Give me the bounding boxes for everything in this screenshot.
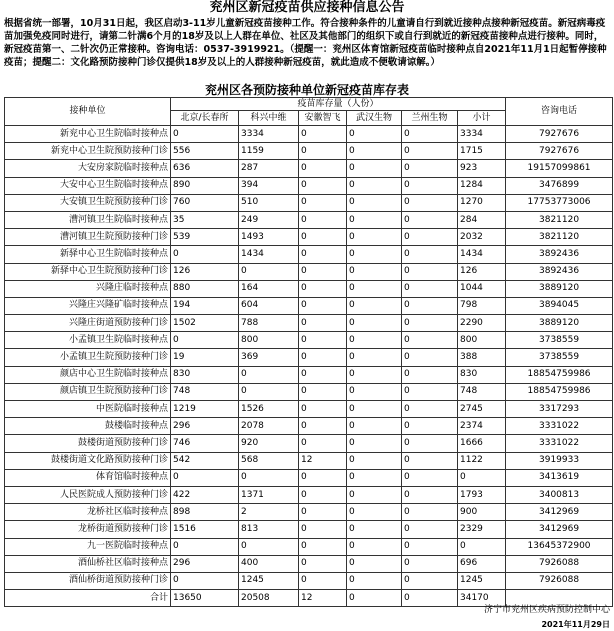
table-row [5, 435, 613, 452]
stock-value-cell: 542 [171, 452, 239, 469]
table-row [5, 401, 613, 418]
unit-name-cell: 九一医院临时接种点 [5, 538, 171, 555]
stock-value-cell: 0 [402, 143, 458, 160]
phone-cell: 19157099861 [506, 160, 613, 177]
stock-value-cell: 0 [347, 246, 402, 263]
stock-value-cell: 0 [299, 572, 347, 589]
stock-value-cell: 12 [299, 590, 347, 607]
table-header-row [5, 98, 613, 111]
unit-name-cell: 新兖中心卫生院临时接种点 [5, 126, 171, 143]
table-row [5, 418, 613, 435]
header-vaccine-col: 小计 [458, 111, 506, 126]
stock-value-cell: 164 [239, 280, 299, 297]
stock-value-cell: 2374 [458, 418, 506, 435]
stock-value-cell: 1493 [239, 229, 299, 246]
stock-value-cell: 0 [239, 469, 299, 486]
stock-value-cell: 0 [299, 418, 347, 435]
stock-value-cell: 126 [171, 263, 239, 280]
stock-value-cell: 0 [402, 280, 458, 297]
stock-value-cell: 568 [239, 452, 299, 469]
unit-name-cell: 兴隆庄临时接种点 [5, 280, 171, 297]
stock-value-cell: 388 [458, 349, 506, 366]
stock-value-cell: 1284 [458, 177, 506, 194]
stock-value-cell: 2078 [239, 418, 299, 435]
stock-value-cell: 556 [171, 143, 239, 160]
stock-value-cell: 0 [299, 366, 347, 383]
stock-value-cell: 0 [299, 504, 347, 521]
stock-value-cell: 0 [402, 246, 458, 263]
stock-value-cell: 0 [299, 435, 347, 452]
stock-value-cell: 20508 [239, 590, 299, 607]
header-vaccine-col: 兰州生物 [402, 111, 458, 126]
stock-value-cell: 0 [402, 486, 458, 503]
phone-cell: 18854759986 [506, 366, 613, 383]
header-vaccine-col: 武汉生物 [347, 111, 402, 126]
table-row [5, 297, 613, 314]
stock-value-cell: 0 [347, 504, 402, 521]
stock-value-cell: 0 [299, 315, 347, 332]
stock-value-cell: 0 [299, 521, 347, 538]
stock-value-cell: 12 [299, 452, 347, 469]
stock-value-cell: 760 [171, 194, 239, 211]
phone-cell: 3412969 [506, 504, 613, 521]
stock-value-cell: 0 [347, 590, 402, 607]
phone-cell: 3821120 [506, 211, 613, 228]
phone-cell: 7926088 [506, 555, 613, 572]
stock-value-cell: 0 [347, 194, 402, 211]
stock-value-cell: 34170 [458, 590, 506, 607]
stock-value-cell: 900 [458, 504, 506, 521]
stock-value-cell: 0 [347, 280, 402, 297]
unit-name-cell: 漕河镇卫生院临时接种点 [5, 211, 171, 228]
phone-cell: 7927676 [506, 143, 613, 160]
phone-cell: 3892436 [506, 246, 613, 263]
stock-value-cell: 748 [458, 383, 506, 400]
stock-value-cell: 0 [299, 246, 347, 263]
stock-value-cell: 2032 [458, 229, 506, 246]
stock-value-cell: 0 [347, 435, 402, 452]
stock-value-cell: 788 [239, 315, 299, 332]
stock-value-cell: 287 [239, 160, 299, 177]
stock-value-cell: 1219 [171, 401, 239, 418]
table-row [5, 315, 613, 332]
stock-value-cell: 1371 [239, 486, 299, 503]
stock-value-cell: 422 [171, 486, 239, 503]
stock-value-cell: 1245 [458, 572, 506, 589]
stock-value-cell: 0 [402, 160, 458, 177]
stock-value-cell: 0 [299, 211, 347, 228]
stock-value-cell: 0 [402, 349, 458, 366]
stock-value-cell: 296 [171, 418, 239, 435]
unit-name-cell: 酒仙桥街道预防接种门诊 [5, 572, 171, 589]
stock-value-cell: 0 [347, 349, 402, 366]
stock-value-cell: 830 [171, 366, 239, 383]
stock-value-cell: 35 [171, 211, 239, 228]
stock-value-cell: 19 [171, 349, 239, 366]
stock-value-cell: 0 [347, 469, 402, 486]
phone-cell: 3821120 [506, 229, 613, 246]
stock-value-cell: 0 [347, 486, 402, 503]
phone-cell: 3331022 [506, 418, 613, 435]
unit-name-cell: 鼓楼街道文化路预防接种门诊 [5, 452, 171, 469]
stock-value-cell: 0 [347, 521, 402, 538]
unit-name-cell: 龙桥街道预防接种门诊 [5, 521, 171, 538]
stock-value-cell: 1122 [458, 452, 506, 469]
table-row [5, 452, 613, 469]
stock-value-cell: 0 [402, 211, 458, 228]
header-stock-group: 疫苗库存量（人份） [171, 98, 506, 111]
table-row [5, 280, 613, 297]
stock-value-cell: 1044 [458, 280, 506, 297]
stock-value-cell: 0 [347, 555, 402, 572]
stock-value-cell: 0 [171, 538, 239, 555]
stock-value-cell: 400 [239, 555, 299, 572]
stock-value-cell: 0 [299, 555, 347, 572]
unit-name-cell: 漕河镇卫生院预防接种门诊 [5, 229, 171, 246]
stock-value-cell: 748 [171, 383, 239, 400]
phone-cell: 3738559 [506, 349, 613, 366]
phone-cell: 18854759986 [506, 383, 613, 400]
unit-name-cell: 大安镇卫生院预防接种门诊 [5, 194, 171, 211]
table-row [5, 229, 613, 246]
unit-name-cell: 合计 [5, 590, 171, 607]
stock-value-cell: 1516 [171, 521, 239, 538]
stock-value-cell: 0 [402, 538, 458, 555]
stock-value-cell: 0 [347, 572, 402, 589]
stock-value-cell: 800 [458, 332, 506, 349]
header-vaccine-col: 安徽智飞 [299, 111, 347, 126]
stock-value-cell: 0 [347, 315, 402, 332]
stock-value-cell: 0 [402, 572, 458, 589]
stock-value-cell: 1245 [239, 572, 299, 589]
stock-value-cell: 0 [171, 572, 239, 589]
unit-name-cell: 大安房家院临时接种点 [5, 160, 171, 177]
stock-value-cell: 0 [347, 211, 402, 228]
phone-cell: 3331022 [506, 435, 613, 452]
stock-value-cell: 0 [347, 401, 402, 418]
stock-value-cell: 0 [299, 263, 347, 280]
unit-name-cell: 酒仙桥社区临时接种点 [5, 555, 171, 572]
stock-value-cell: 194 [171, 297, 239, 314]
table-row [5, 469, 613, 486]
stock-value-cell: 0 [402, 401, 458, 418]
unit-name-cell: 小孟镇卫生院预防接种门诊 [5, 349, 171, 366]
stock-value-cell: 0 [347, 263, 402, 280]
phone-cell: 17753773006 [506, 194, 613, 211]
stock-value-cell: 0 [402, 297, 458, 314]
table-row [5, 366, 613, 383]
stock-value-cell: 1434 [239, 246, 299, 263]
stock-value-cell: 0 [299, 280, 347, 297]
stock-value-cell: 0 [347, 383, 402, 400]
phone-cell: 3892436 [506, 263, 613, 280]
stock-value-cell: 1526 [239, 401, 299, 418]
stock-value-cell: 0 [239, 538, 299, 555]
stock-value-cell: 0 [347, 418, 402, 435]
table-row [5, 349, 613, 366]
table-row [5, 211, 613, 228]
stock-value-cell: 3334 [458, 126, 506, 143]
stock-value-cell: 0 [299, 126, 347, 143]
table-row [5, 177, 613, 194]
phone-cell: 3476899 [506, 177, 613, 194]
vaccine-stock-table [4, 97, 613, 607]
unit-name-cell: 鼓楼街道预防接种门诊 [5, 435, 171, 452]
stock-value-cell: 1434 [458, 246, 506, 263]
stock-value-cell: 0 [347, 160, 402, 177]
stock-value-cell: 0 [171, 246, 239, 263]
stock-value-cell: 296 [171, 555, 239, 572]
stock-value-cell: 0 [299, 332, 347, 349]
stock-value-cell: 0 [402, 555, 458, 572]
unit-name-cell: 兴隆庄街道预防接种门诊 [5, 315, 171, 332]
unit-name-cell: 龙桥社区临时接种点 [5, 504, 171, 521]
stock-value-cell: 0 [402, 263, 458, 280]
stock-value-cell: 830 [458, 366, 506, 383]
unit-name-cell: 新驿中心卫生院临时接种点 [5, 246, 171, 263]
stock-value-cell: 0 [458, 538, 506, 555]
stock-value-cell: 0 [299, 349, 347, 366]
stock-value-cell: 0 [402, 126, 458, 143]
table-row [5, 160, 613, 177]
header-unit: 接种单位 [5, 98, 171, 126]
unit-name-cell: 颜店中心卫生院临时接种点 [5, 366, 171, 383]
phone-cell: 3889120 [506, 315, 613, 332]
table-row [5, 572, 613, 589]
unit-name-cell: 体育馆临时接种点 [5, 469, 171, 486]
stock-value-cell: 1666 [458, 435, 506, 452]
unit-name-cell: 新兖中心卫生院预防接种门诊 [5, 143, 171, 160]
phone-cell: 3919933 [506, 452, 613, 469]
stock-value-cell: 126 [458, 263, 506, 280]
stock-value-cell: 0 [299, 383, 347, 400]
header-phone: 咨询电话 [506, 98, 613, 126]
stock-value-cell: 0 [402, 590, 458, 607]
stock-value-cell: 284 [458, 211, 506, 228]
unit-name-cell: 中医院临时接种点 [5, 401, 171, 418]
stock-value-cell: 0 [299, 401, 347, 418]
table-row [5, 246, 613, 263]
stock-value-cell: 0 [299, 538, 347, 555]
stock-value-cell: 696 [458, 555, 506, 572]
stock-value-cell: 0 [347, 332, 402, 349]
stock-value-cell: 604 [239, 297, 299, 314]
stock-value-cell: 0 [299, 297, 347, 314]
stock-value-cell: 0 [458, 469, 506, 486]
stock-value-cell: 0 [299, 160, 347, 177]
stock-value-cell: 0 [171, 126, 239, 143]
stock-value-cell: 880 [171, 280, 239, 297]
stock-value-cell: 1715 [458, 143, 506, 160]
table-row [5, 194, 613, 211]
header-vaccine-col: 北京/长春所 [171, 111, 239, 126]
stock-value-cell: 746 [171, 435, 239, 452]
stock-value-cell: 0 [299, 469, 347, 486]
stock-value-cell: 0 [402, 418, 458, 435]
unit-name-cell: 小孟镇卫生院临时接种点 [5, 332, 171, 349]
stock-value-cell: 923 [458, 160, 506, 177]
table-row [5, 486, 613, 503]
table-row [5, 143, 613, 160]
stock-value-cell: 0 [299, 177, 347, 194]
stock-value-cell: 0 [402, 469, 458, 486]
stock-value-cell: 13650 [171, 590, 239, 607]
table-row [5, 263, 613, 280]
stock-value-cell: 890 [171, 177, 239, 194]
phone-cell: 3889120 [506, 280, 613, 297]
stock-value-cell: 898 [171, 504, 239, 521]
table-row [5, 383, 613, 400]
stock-value-cell: 2290 [458, 315, 506, 332]
phone-cell: 7927676 [506, 126, 613, 143]
stock-value-cell: 1793 [458, 486, 506, 503]
stock-value-cell: 394 [239, 177, 299, 194]
stock-value-cell: 0 [347, 452, 402, 469]
stock-value-cell: 0 [402, 315, 458, 332]
stock-value-cell: 0 [402, 177, 458, 194]
stock-value-cell: 636 [171, 160, 239, 177]
footer-org: 济宁市兖州区疾病预防控制中心 [483, 605, 610, 615]
table-row [5, 126, 613, 143]
stock-value-cell: 0 [299, 143, 347, 160]
stock-value-cell: 539 [171, 229, 239, 246]
stock-value-cell: 798 [458, 297, 506, 314]
stock-value-cell: 0 [239, 366, 299, 383]
phone-cell: 3894045 [506, 297, 613, 314]
stock-value-cell: 1502 [171, 315, 239, 332]
stock-value-cell: 0 [347, 229, 402, 246]
stock-value-cell: 2 [239, 504, 299, 521]
stock-value-cell: 0 [402, 435, 458, 452]
stock-value-cell: 0 [402, 521, 458, 538]
stock-value-cell: 0 [347, 366, 402, 383]
stock-value-cell: 0 [299, 229, 347, 246]
stock-value-cell: 3334 [239, 126, 299, 143]
unit-name-cell: 颜店镇卫生院预防接种门诊 [5, 383, 171, 400]
header-vaccine-col: 科兴中维 [239, 111, 299, 126]
phone-cell: 3413619 [506, 469, 613, 486]
stock-value-cell: 0 [402, 366, 458, 383]
stock-value-cell: 0 [402, 332, 458, 349]
phone-cell: 7926088 [506, 572, 613, 589]
stock-value-cell: 0 [402, 504, 458, 521]
stock-value-cell: 249 [239, 211, 299, 228]
notice-paragraph: 根据省统一部署，10月31日起，我区启动3-11岁儿童新冠疫苗接种工作。符合接种条件的儿童请自行到就近接种点接种新冠疫苗。新冠病毒疫苗加强免疫同时进行，请第二针满6个月的18岁及以上人群在单位、社区及其他部门的组织下或自行到就近的新冠疫苗接种点进行接种。同时，新冠疫苗第一、二针次仍正常接种。咨询电话：0537-3919921。（提醒一：兖州区体育馆新冠疫苗临时接种点自2021年11月1日起暂停接种疫苗；提醒二：文化路预防接种门诊仅提供18岁及以上的人群接种新冠疫苗，就此造成不便敬请谅解。） [4, 18, 607, 68]
table-row [5, 521, 613, 538]
stock-value-cell: 0 [239, 263, 299, 280]
stock-value-cell: 0 [299, 486, 347, 503]
unit-name-cell: 新驿中心卫生院预防接种门诊 [5, 263, 171, 280]
stock-value-cell: 0 [402, 194, 458, 211]
stock-value-cell: 0 [402, 383, 458, 400]
table-row [5, 538, 613, 555]
table-title: 兖州区各预防接种单位新冠疫苗库存表 [204, 83, 409, 97]
table-row [5, 555, 613, 572]
stock-value-cell: 0 [347, 297, 402, 314]
unit-name-cell: 兴隆庄兴隆矿临时接种点 [5, 297, 171, 314]
stock-value-cell: 920 [239, 435, 299, 452]
stock-value-cell: 0 [239, 383, 299, 400]
unit-name-cell: 人民医院成人预防接种门诊 [5, 486, 171, 503]
stock-value-cell: 0 [402, 229, 458, 246]
phone-cell: 3400813 [506, 486, 613, 503]
stock-value-cell: 510 [239, 194, 299, 211]
footer-date: 2021年11月29日 [541, 620, 610, 629]
stock-value-cell: 1270 [458, 194, 506, 211]
table-row [5, 332, 613, 349]
table-row [5, 504, 613, 521]
phone-cell: 13645372900 [506, 538, 613, 555]
stock-value-cell: 813 [239, 521, 299, 538]
stock-value-cell: 0 [402, 452, 458, 469]
page-title: 兖州区新冠疫苗供应接种信息公告 [209, 0, 405, 15]
phone-cell: 3412969 [506, 521, 613, 538]
stock-value-cell: 0 [171, 469, 239, 486]
stock-value-cell: 0 [347, 538, 402, 555]
table-body [5, 126, 613, 607]
stock-value-cell: 2329 [458, 521, 506, 538]
stock-value-cell: 0 [347, 143, 402, 160]
stock-value-cell: 369 [239, 349, 299, 366]
stock-value-cell: 800 [239, 332, 299, 349]
unit-name-cell: 鼓楼临时接种点 [5, 418, 171, 435]
stock-value-cell: 2745 [458, 401, 506, 418]
stock-value-cell: 0 [347, 177, 402, 194]
stock-value-cell: 0 [347, 126, 402, 143]
stock-value-cell: 0 [171, 332, 239, 349]
stock-value-cell: 0 [299, 194, 347, 211]
stock-value-cell: 1159 [239, 143, 299, 160]
phone-cell: 3317293 [506, 401, 613, 418]
unit-name-cell: 大安中心卫生院临时接种点 [5, 177, 171, 194]
phone-cell: 3738559 [506, 332, 613, 349]
